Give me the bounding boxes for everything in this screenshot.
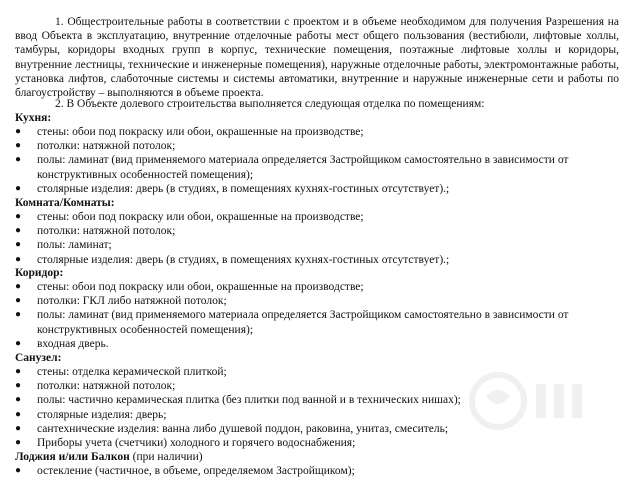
heading-text: Кухня: bbox=[15, 112, 52, 124]
list-item: ● потолки: ГКЛ либо натяжной потолок; bbox=[15, 295, 227, 308]
heading-note: (при наличии) bbox=[129, 451, 203, 463]
list-item: ● столярные изделия: дверь (в студиях, в помещениях кухнях-гостиных отсутствует).; bbox=[15, 253, 450, 266]
list-kitchen bbox=[15, 125, 625, 196]
section-heading-kitchen bbox=[15, 111, 51, 125]
heading-text: Коридор: bbox=[15, 267, 64, 279]
heading-text: Комната/Комнаты: bbox=[15, 197, 115, 209]
list-item: ● полы: ламинат; bbox=[15, 239, 112, 252]
bullet-dot-icon: ● bbox=[15, 465, 22, 476]
list-item: ● потолки: натяжной потолок; bbox=[15, 380, 176, 393]
heading-text: Лоджия и/или Балкон bbox=[15, 451, 130, 463]
bullet-dot-icon: ● bbox=[15, 126, 22, 137]
list-item: ● потолки: натяжной потолок; bbox=[15, 140, 176, 153]
list-item: ● стены: обои под покраску или обои, окрашенные на производстве; bbox=[15, 281, 364, 293]
list-item: ● полы: ламинат (вид применяемого материала определяется Застройщиком самостоятельно в зависимости от конструктивных особенностей помещения); bbox=[15, 154, 569, 181]
bullet-dot-icon: ● bbox=[15, 422, 22, 434]
bullet-dot-icon: ● bbox=[15, 380, 22, 392]
bullet-dot-icon: ● bbox=[15, 225, 22, 237]
list-item: ● столярные изделия: дверь; bbox=[15, 408, 167, 421]
bullet-dot-icon: ● bbox=[15, 239, 22, 251]
section-heading-rooms bbox=[15, 196, 115, 210]
heading-text: Санузел: bbox=[15, 352, 62, 364]
bullet-dot-icon: ● bbox=[15, 281, 22, 292]
bullet-dot-icon: ● bbox=[15, 408, 22, 420]
section-heading-corridor bbox=[15, 266, 63, 280]
list-item: ● стены: обои под покраску или обои, окрашенные на производстве; bbox=[15, 126, 364, 138]
list-corridor bbox=[15, 280, 625, 351]
list-item: ● стены: отделка керамической плиткой; bbox=[15, 366, 227, 378]
bullet-dot-icon: ● bbox=[15, 394, 22, 406]
bullet-dot-icon: ● bbox=[15, 154, 22, 166]
list-item: ● полы: ламинат (вид применяемого материала определяется Застройщиком самостоятельно в зависимости от конструктивных особенностей помещения); bbox=[15, 309, 569, 336]
section-heading-loggia bbox=[15, 450, 203, 464]
bullet-dot-icon: ● bbox=[15, 253, 22, 265]
bullet-dot-icon: ● bbox=[15, 309, 22, 321]
list-item: ● потолки: натяжной потолок; bbox=[15, 225, 176, 238]
paragraph-finishing-intro: 2. В Объекте долевого строительства выполняется следующая отделка по помещениям: bbox=[55, 98, 485, 110]
list-item: ● стены: обои под покраску или обои, окрашенные на производстве; bbox=[15, 211, 364, 223]
list-item: ● сантехнические изделия: ванна либо душевой поддон, раковина, унитаз, смеситель; bbox=[15, 422, 449, 435]
bullet-dot-icon: ● bbox=[15, 337, 22, 349]
list-rooms bbox=[15, 210, 625, 267]
bullet-dot-icon: ● bbox=[15, 366, 22, 377]
bullet-dot-icon: ● bbox=[15, 437, 22, 449]
bullet-dot-icon: ● bbox=[15, 140, 22, 152]
bullet-dot-icon: ● bbox=[15, 211, 22, 222]
list-item: ● полы: частично керамическая плитка (без плитки под ванной и в технических нишах); bbox=[15, 394, 461, 407]
bullet-dot-icon: ● bbox=[15, 295, 22, 307]
watermark-logo-icon bbox=[458, 366, 608, 436]
list-item: ● столярные изделия: дверь (в студиях, в помещениях кухнях-гостиных отсутствует).; bbox=[15, 182, 450, 195]
bullet-dot-icon: ● bbox=[15, 182, 22, 194]
list-item: ● остекление (частичное, в объеме, определяемом Застройщиком); bbox=[15, 465, 355, 477]
list-item: ● входная дверь. bbox=[15, 337, 109, 350]
paragraph-general-works: 1. Общестроительные работы в соответствии с проектом и в объеме необходимом для получения Разрешения на ввод Объекта в эксплуатацию, внутренние отделочные работы мест общего пользования (вестибюли, лифтовые холлы, тамбуры, коридоры входных групп в корпус, технические помещения, поэтажные лифтовые холлы и коридоры, внутренние лестницы, технические и инженерные помещения), наружные отделочные работы, электромонтажные работы, установка лифтов, слаботочные системы и системы автоматики, внутренние и наружные инженерные сети и работы по благоустройству – выполняются в объеме проекта. bbox=[15, 16, 619, 100]
list-item: ● Приборы учета (счетчики) холодного и горячего водоснабжения; bbox=[15, 437, 356, 450]
list-loggia bbox=[15, 464, 625, 478]
section-heading-bathroom bbox=[15, 351, 61, 365]
